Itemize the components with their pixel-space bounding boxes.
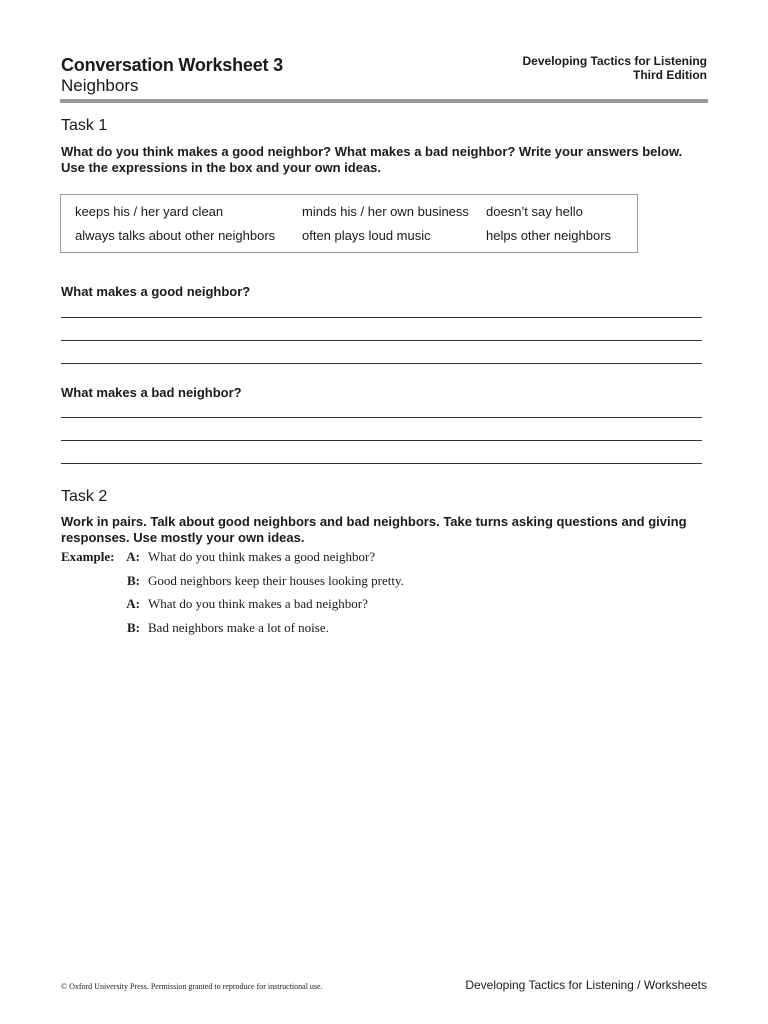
expressions-box — [60, 194, 638, 253]
task2-instructions: Work in pairs. Talk about good neighbors and bad neighbors. Take turns asking questions and giving responses. Use mostly your own ideas. — [61, 514, 687, 545]
example-label: Example: — [61, 549, 115, 564]
bad-neighbor-question: What makes a bad neighbor? — [61, 385, 242, 400]
expression-item: always talks about other neighbors — [75, 228, 276, 243]
expression-item: keeps his / her yard clean — [75, 204, 224, 219]
dialogue-speaker: B: — [127, 620, 140, 635]
worksheet-title: Conversation Worksheet 3 — [61, 55, 283, 75]
dialogue-line: What do you think makes a bad neighbor? — [148, 596, 368, 611]
series-footer: Developing Tactics for Listening / Worksheets — [465, 978, 707, 992]
task1-instructions: What do you think makes a good neighbor? What makes a bad neighbor? Write your answers below. Use the expressions in the box and your own ideas. — [61, 144, 683, 175]
book-info — [523, 54, 707, 82]
bad-answer-line-2[interactable] — [61, 440, 702, 441]
header-divider — [60, 99, 708, 103]
book-edition: Third Edition — [633, 68, 707, 82]
dialogue-line: Good neighbors keep their houses looking pretty. — [148, 573, 404, 588]
dialogue-line: What do you think makes a good neighbor? — [148, 549, 376, 564]
good-answer-line-3[interactable] — [61, 363, 702, 364]
bad-answer-line-3[interactable] — [61, 463, 702, 464]
good-answer-line-1[interactable] — [61, 317, 702, 318]
good-neighbor-question: What makes a good neighbor? — [61, 284, 251, 299]
dialogue-speaker: A: — [126, 549, 140, 564]
dialogue-speaker: B: — [127, 573, 140, 588]
bad-answer-line-1[interactable] — [61, 417, 702, 418]
task2-heading: Task 2 — [61, 488, 108, 505]
copyright-notice: © Oxford University Press. Permission granted to reproduce for instructional use. — [61, 982, 323, 991]
good-answer-line-2[interactable] — [61, 340, 702, 341]
book-title: Developing Tactics for Listening — [522, 54, 707, 68]
expression-item: helps other neighbors — [486, 228, 612, 243]
task1-heading: Task 1 — [61, 117, 108, 134]
dialogue-line: Bad neighbors make a lot of noise. — [148, 620, 329, 635]
expression-item: often plays loud music — [302, 228, 431, 243]
expression-item: minds his / her own business — [302, 204, 469, 219]
dialogue-speaker: A: — [126, 596, 140, 611]
worksheet-subtitle: Neighbors — [61, 76, 139, 95]
expression-item: doesn’t say hello — [486, 204, 583, 219]
